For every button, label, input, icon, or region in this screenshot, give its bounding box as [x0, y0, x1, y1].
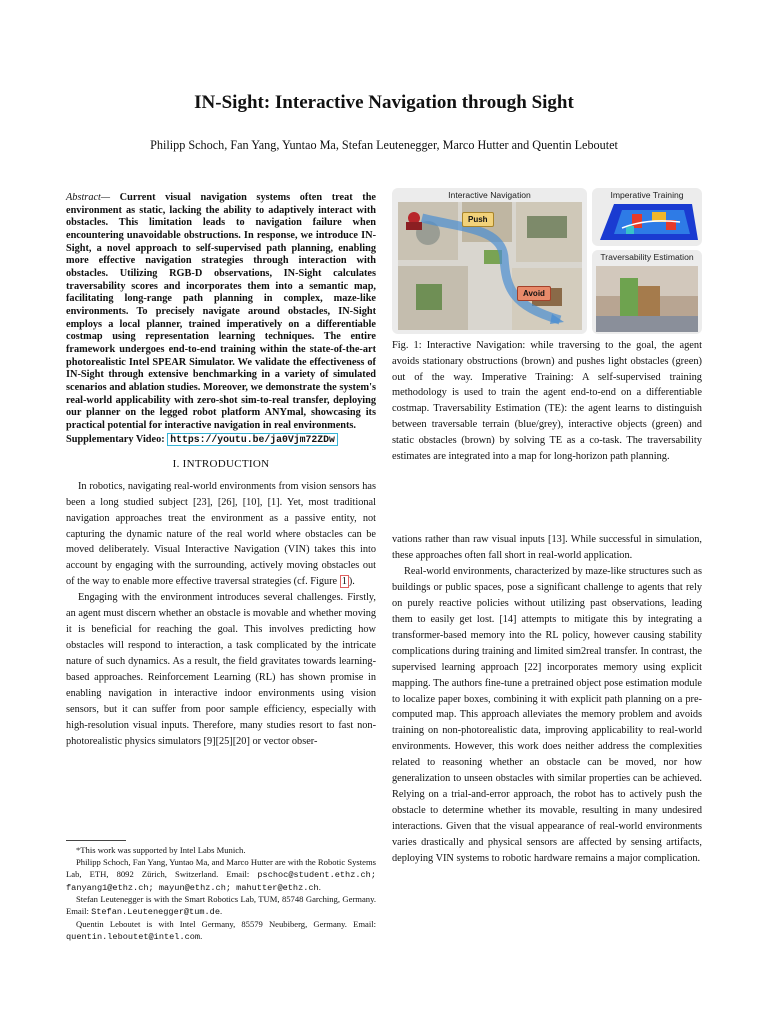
interactive-navigation-label: Interactive Navigation — [448, 190, 531, 200]
footnote-eth-emails: pschoc@student.ethz.ch; fanyang1@ethz.ch; mayun@ethz.ch; mahutter@ethz.ch — [66, 869, 376, 893]
intro-paragraph-1 — [66, 479, 376, 591]
paper-title: IN-Sight: Interactive Navigation through Sight — [194, 92, 574, 113]
footnote-intel — [66, 919, 376, 944]
intro-p1-text-a: In robotics, navigating real-world environments from vision sensors has been a long studied subject [23], [26], [10], [1]. Yet, most traditional navigation approaches treat the environment as a passive entity, not capturing the dynamic nature of the real world where obstacles can be moved deliberately. Visual Interactive Navigation (VIN) takes this into account by engaging with the surrounding, actively moving obstacles out of the way to enable more effective traversal strategies (cf. Figure — [66, 480, 376, 588]
figure-1 — [392, 188, 702, 334]
traversability-estimation-label: Traversability Estimation — [600, 252, 694, 262]
footnote-funding: *This work was supported by Intel Labs Munich. — [76, 845, 246, 855]
figure-panel-imperative-training — [592, 188, 702, 246]
push-tag: Push — [462, 212, 494, 227]
footnote-tum-email: Stefan.Leutenegger@tum.de — [91, 907, 220, 918]
imperative-training-label: Imperative Training — [610, 190, 684, 200]
footnote-tum-end: . — [220, 906, 223, 917]
intro-paragraph-2: Engaging with the environment introduces several challenges. Firstly, an agent must discern whether an obstacle is movable and whether moving it is beneficial for reaching the goal. This involves predicting how obstacles will respond to interaction, a task complicated by the intricate nature of such dynamics. As a result, the field gravitates towards learning-based approaches. Reinforcement Learning (RL) has shown promise in enabling navigation in interactive indoor environments using vision sensors, but it can suffer from poor sample efficiency, especially with high-resolution visual inputs. Therefore, many studies resort to fast non-photorealistic physics simulators [9][25][20] or vector obser- — [66, 592, 376, 747]
footnote-rule — [66, 840, 126, 841]
supplementary-label: Supplementary Video: — [66, 434, 168, 446]
traversability-estimation-scene — [592, 250, 702, 334]
section-heading-introduction: I. INTRODUCTION — [172, 458, 270, 471]
left-column — [66, 192, 376, 750]
author-list: Philipp Schoch, Fan Yang, Yuntao Ma, Stefan Leutenegger, Marco Hutter and Quentin Leboutet — [150, 138, 618, 152]
abstract-lead: Abstract— — [66, 192, 111, 203]
interactive-navigation-illustration — [392, 188, 587, 334]
footnote-intel-email: quentin.leboutet@intel.com — [66, 932, 201, 943]
footnote-tum-text: Stefan Leutenegger is with the Smart Robotics Lab, TUM, 85748 Garching, Germany. Email: — [66, 894, 376, 917]
figure-1-caption: Fig. 1: Interactive Navigation: while traversing to the goal, the agent avoids stationary obstructions (brown) and pushes light obstacles (green) out of the way. Imperative Training: A self-supervised training methodology is used to train the agent end-to-end on a differentiable costmap. Traversability Estimation (TE): the agent learns to distinguish between traversable terrain (blue/grey), interactive objects (green) and static obstacles (brown) by solving TE as a co-task. The traversability estimates are integrated into a map for long-horizon path planning. — [392, 340, 702, 462]
footnote-intel-text: Quentin Leboutet is with Intel Germany, 85579 Neubiberg, Germany. Email: — [76, 919, 376, 930]
footnote-intel-end: . — [200, 931, 203, 942]
footnote-eth — [66, 857, 376, 895]
supplementary-video — [66, 432, 376, 448]
footnote-eth-text: Philipp Schoch, Fan Yang, Yuntao Ma, and Marco Hutter are with the Robotic Systems Lab, ETH, 8092 Zürich, Switzerland. Email: — [66, 856, 376, 879]
abstract — [66, 192, 376, 432]
abstract-text: Current visual navigation systems often treat the environment as static, lacking the ability to adaptively interact with obstacles. This limitation leads to navigation failure when encountering unavoidable obstructions. In response, we introduce IN-Sight, a novel approach to self-supervised path planning, enabling more effective navigation strategies through interaction with obstacles. Utilizing RGB-D observations, IN-Sight calculates traversability scores and incorporates them into a semantic map, facilitating long-range path planning in complex, maze-like environments. To precisely navigate around obstacles, IN-Sight employs a local planner, trained imperatively on a differentiable costmap using representation learning techniques. The entire framework undergoes end-to-end training within the state-of-the-art photorealistic Intel SPEAR Simulator. We validate the effectiveness of IN-Sight through extensive benchmarking in a variety of simulated scenarios and ablation studies. Moreover, we demonstrate the system's real-world applicability with zero-shot sim-to-real transfer, deploying our planner on the legged robot platform ANYmal, showcasing its practical potential for interactive navigation in real environments. — [66, 192, 376, 431]
figure-panel-traversability-estimation — [592, 250, 702, 334]
right-paragraph-2: Real-world environments, characterized by maze-like structures such as buildings or public spaces, pose a significant challenge to agents that rely on purely reactive policies without utilizing past observations, leading them to easily get lost. [14] attempts to mitigate this by integrating a transformer-based memory into the RL policy, however causing stability complications during training and limited sim2real transfer. In contrast, the supervised learning approach [22] incorporates memory using explicit mapping. The authors fine-tune a pretrained object pose estimation module to localize paper boxes, combining it with explicit path planning on a pre-computed map. This approach alleviates the memory problem and avoids training on non-photorealistic data, improving applicability to real-world environments. However, this work does neither address the complexities related to reasoning whether an obstacle can be moved, nor how generalization to unseen obstacles with similar properties can be achieved. Relying on a trial-and-error approach, the robot has to actively push the obstacle to determine whether its movable, resulting in many undesired interactions. Given that the visual appearance of real-world environments varies drastically and physical sensors are affected by sensing artifacts, deploying VIN systems to robotic hardware remains a major complication. — [392, 565, 702, 865]
footnote-eth-end: . — [318, 881, 321, 892]
figure-reference-link[interactable]: 1 — [341, 576, 347, 588]
footnote-tum — [66, 894, 376, 919]
right-column — [392, 532, 702, 867]
figure-panel-interactive-navigation — [392, 188, 587, 334]
right-paragraph-1: vations rather than raw visual inputs [13]. While successful in simulation, these approaches often fall short in real-world application. — [392, 534, 702, 561]
supplementary-video-link[interactable]: https://youtu.be/ja0Vjm72ZDw — [167, 433, 338, 446]
intro-p1-text-b: ). — [348, 576, 355, 588]
footnotes — [66, 840, 376, 944]
avoid-tag: Avoid — [517, 286, 551, 301]
